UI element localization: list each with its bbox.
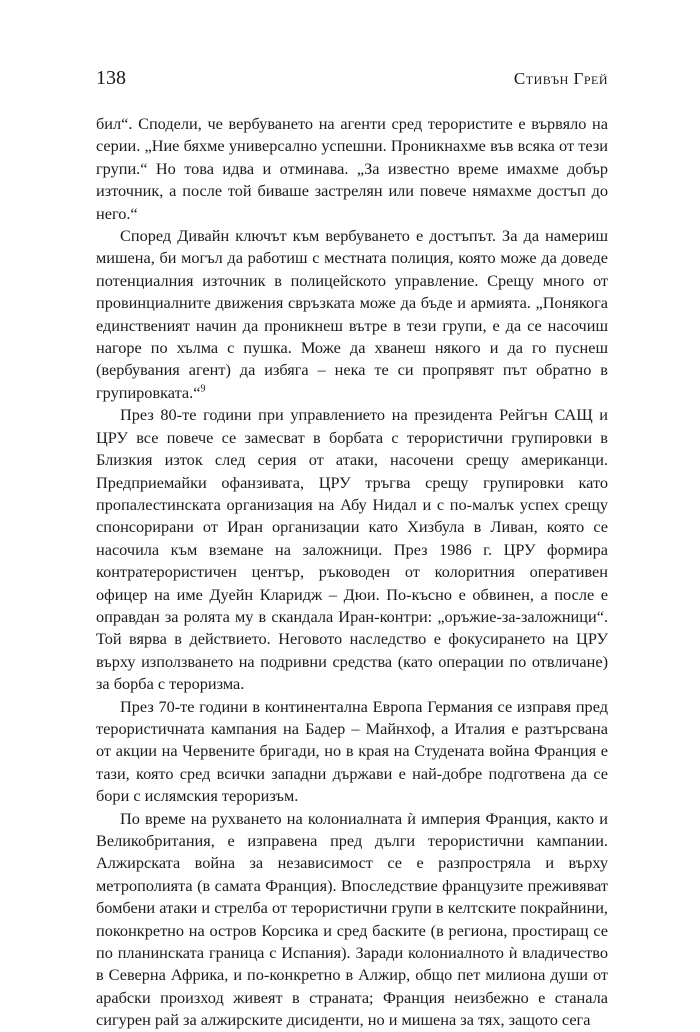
page-number: 138 [96, 67, 126, 89]
paragraph-1 [96, 113, 608, 225]
paragraph-text: По време на рухването на колониалната ѝ империя Франция, както и Великобритания, е изправена пред дълги терористични кампании. Алжирската война за независимост се е разпростряла и върху метрополията (в самата Франция). Впоследствие французите преживяват бомбени атаки и стрелба от терористични групи в келтските покрайнини, поконкретно на остров Корсика и сред баските (в региона, простиращ се по планинската граница с Испания). Заради колониалното ѝ владичество в Северна Африка, и по-конкретно в Алжир, общо пет милиона души от арабски произход живеят в страната; Франция неизбежно е станала сигурен рай за алжирските дисиденти, но и мишена за тях, защото сега [96, 808, 608, 1030]
paragraph-4 [96, 696, 608, 808]
paragraph-3 [96, 404, 608, 695]
paragraph-2 [96, 225, 608, 404]
paragraph-text: Според Дивайн ключът към вербуването е достъпът. За да намериш мишена, би могъл да работиш с местната полиция, която може да доведе потенциалния източник в полицейското управление. Срещу много от провинциалните движения свръзката може да бъде и армията. „Понякога единственият начин да проникнеш вътре в тези групи, е да се насочиш нагоре по хълма с пушка. Може да хванеш някого и да го пуснеш (вербувания агент) да избяга – нека те си пропрявят път обратно в групировката.“ [96, 226, 608, 402]
paragraph-5 [96, 808, 608, 1032]
body-text [96, 113, 608, 1032]
paragraph-text: През 80-те години при управлението на президента Рейгън САЩ и ЦРУ все повече се замесват в борбата с терористични групировки в Близкия изток след серия от атаки, насочени срещу американци. Предприемайки офанзивата, ЦРУ тръгва срещу групировки като пропалестинската организация на Абу Нидал и с по-малък успех срещу спонсорирани от Иран организации като Хизбула в Ливан, която се насочила към вземане на заложници. През 1986 г. ЦРУ формира контратерористичен център, ръководен от колоритния оперативен офицер на име Дуейн Кларидж – Дюи. По-късно е обвинен, а после е оправдан за ролята му в скандала Иран-контри: „оръжие-за-заложници“. Той вярва в действието. Неговото наследство е фокусирането на ЦРУ върху използването на подривни средства (като операции по отвличане) за борба с тероризма. [96, 405, 608, 694]
footnote-reference: 9 [200, 383, 206, 395]
paragraph-text: бил“. Сподели, че вербуването на агенти сред терористите е вървяло на серии. „Ние бяхме универсално успешни. Проникнахме във всяка от тези групи.“ Но това идва и отминава. „За известно време имахме добър източник, а после той биваше застрелян или повече нямахме достъп до него.“ [96, 114, 608, 223]
running-head-author: Стивън Грей [513, 69, 608, 88]
paragraph-text: През 70-те години в континентална Европа Германия се изправя пред терористичната кампания на Бадер – Майнхоф, а Италия е разтърсвана от акции на Червените бригади, но в края на Студената война Франция е тази, която сред всички западни държави е най-добре подготвена да се бори с ислямския тероризъм. [96, 696, 608, 806]
